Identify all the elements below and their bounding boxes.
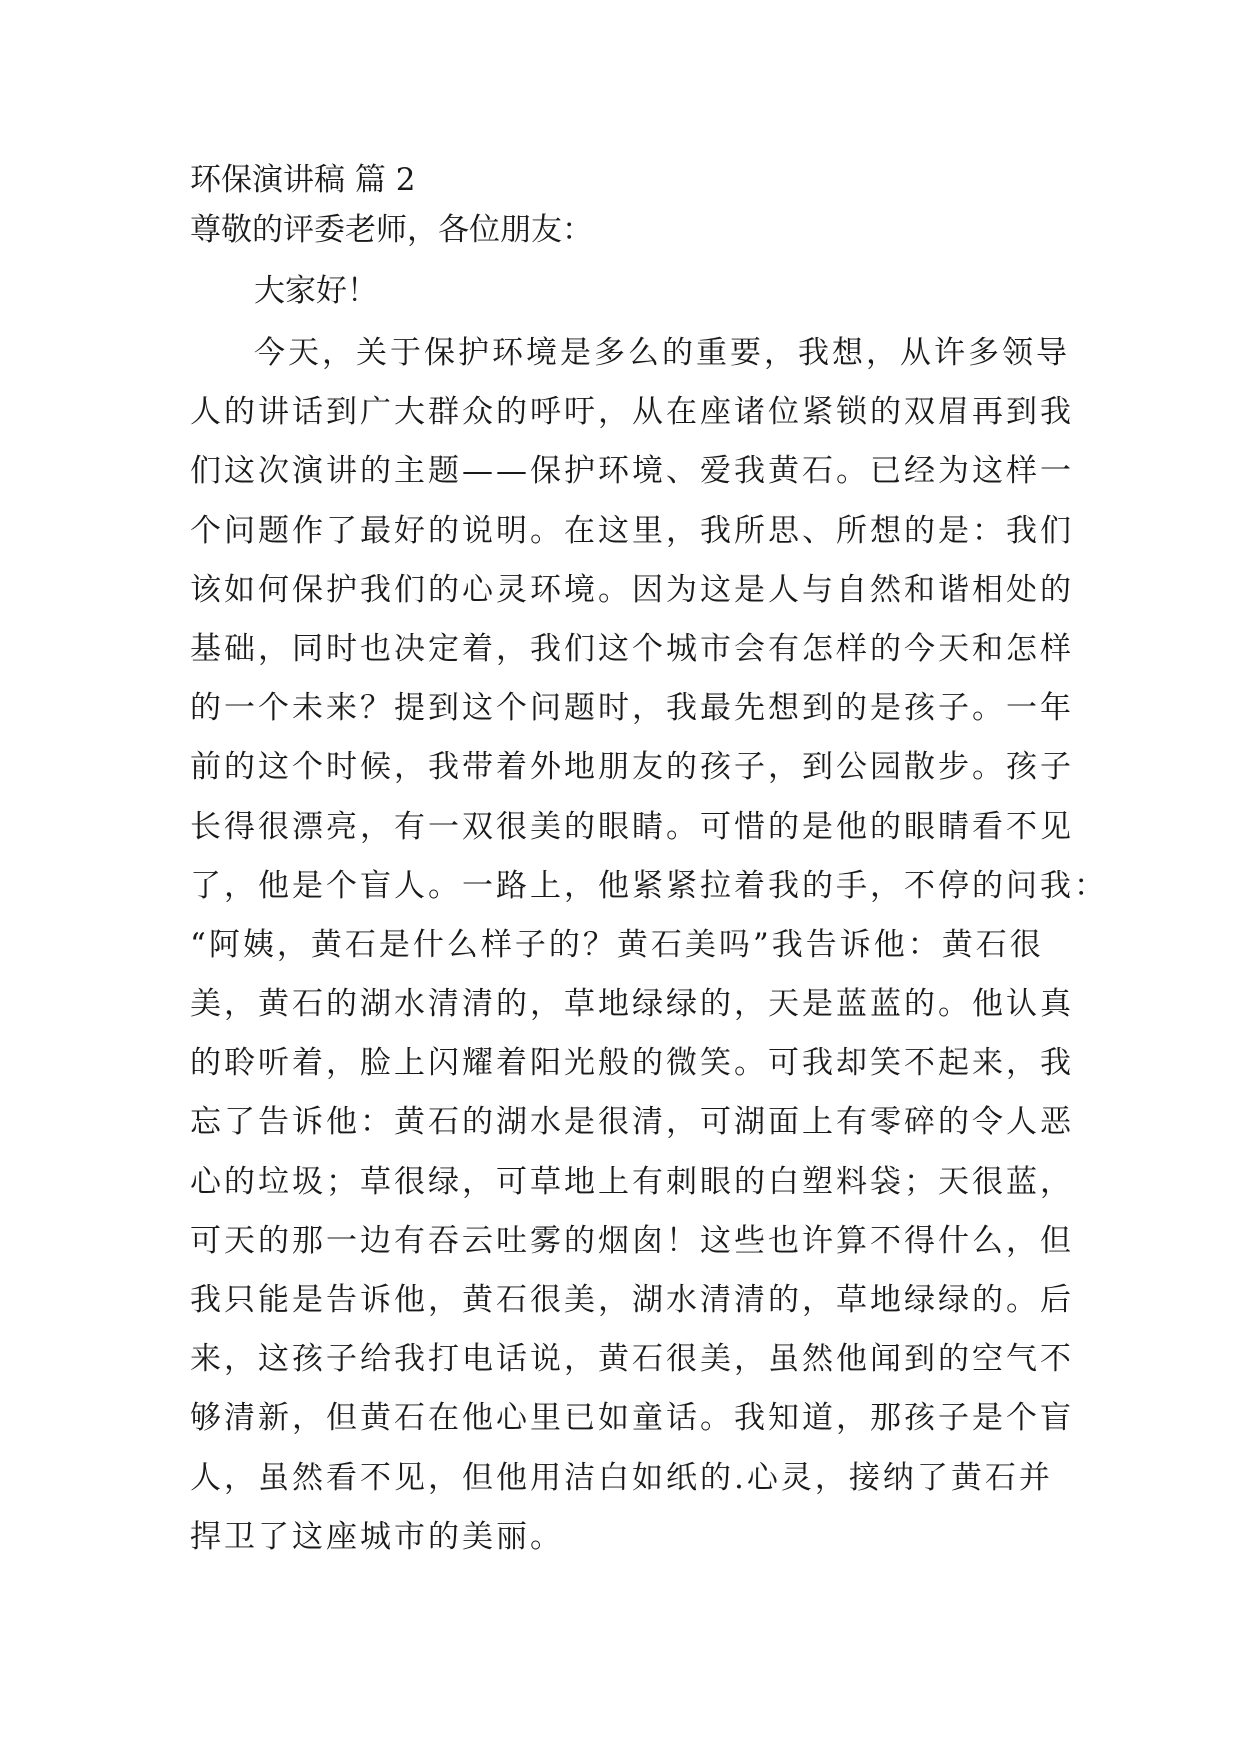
text-line: “阿姨，黄石是什么样子的？黄石美吗”我告诉他：黄石很: [190, 926, 1044, 963]
text-line: 个问题作了最好的说明。在这里，我所思、所想的是：我们: [190, 512, 1074, 549]
salutation: 尊敬的评委老师，各位朋友：: [190, 212, 593, 248]
text-line: 人的讲话到广大群众的呼吁，从在座诸位紧锁的双眉再到我: [190, 394, 1074, 431]
text-line: 的一个未来？提到这个问题时，我最先想到的是孩子。一年: [190, 690, 1074, 727]
text-line: 美，黄石的湖水清清的，草地绿绿的，天是蓝蓝的。他认真: [190, 986, 1074, 1023]
text-line: 今天，关于保护环境是多么的重要，我想，从许多领导: [254, 335, 1070, 371]
document-content: [190, 160, 1108, 1567]
text-line: 来，这孩子给我打电话说，黄石很美，虽然他闻到的空气不: [190, 1341, 1074, 1378]
speech-body: [190, 324, 1108, 1567]
text-line: 长得很漂亮，有一双很美的眼睛。可惜的是他的眼睛看不见: [190, 808, 1074, 845]
text-line: 忘了告诉他：黄石的湖水是很清，可湖面上有零碎的令人恶: [190, 1104, 1074, 1141]
text-line: 了，他是个盲人。一路上，他紧紧拉着我的手，不停的问我：: [190, 867, 1108, 904]
text-line: 捍卫了这座城市的美丽。: [190, 1518, 564, 1555]
greeting: 大家好！: [254, 273, 378, 309]
document-title: 环保演讲稿 篇 2: [190, 162, 416, 198]
text-line: 们这次演讲的主题——保护环境、爱我黄石。已经为这样一: [190, 453, 1074, 490]
text-line: 的聆听着，脸上闪耀着阳光般的微笑。可我却笑不起来，我: [190, 1045, 1074, 1082]
text-line: 人，虽然看不见，但他用洁白如纸的.心灵，接纳了黄石并: [190, 1459, 1053, 1496]
text-line: 心的垃圾；草很绿，可草地上有刺眼的白塑料袋；天很蓝，: [190, 1163, 1074, 1200]
text-line: 前的这个时候，我带着外地朋友的孩子，到公园散步。孩子: [190, 749, 1074, 786]
text-line: 该如何保护我们的心灵环境。因为这是人与自然和谐相处的: [190, 571, 1074, 608]
text-line: 我只能是告诉他，黄石很美，湖水清清的，草地绿绿的。后: [190, 1282, 1074, 1318]
text-line: 基础，同时也决定着，我们这个城市会有怎样的今天和怎样: [190, 630, 1074, 667]
text-line: 可天的那一边有吞云吐雾的烟囱！这些也许算不得什么，但: [190, 1222, 1074, 1259]
text-line: 够清新，但黄石在他心里已如童话。我知道，那孩子是个盲: [190, 1400, 1074, 1437]
